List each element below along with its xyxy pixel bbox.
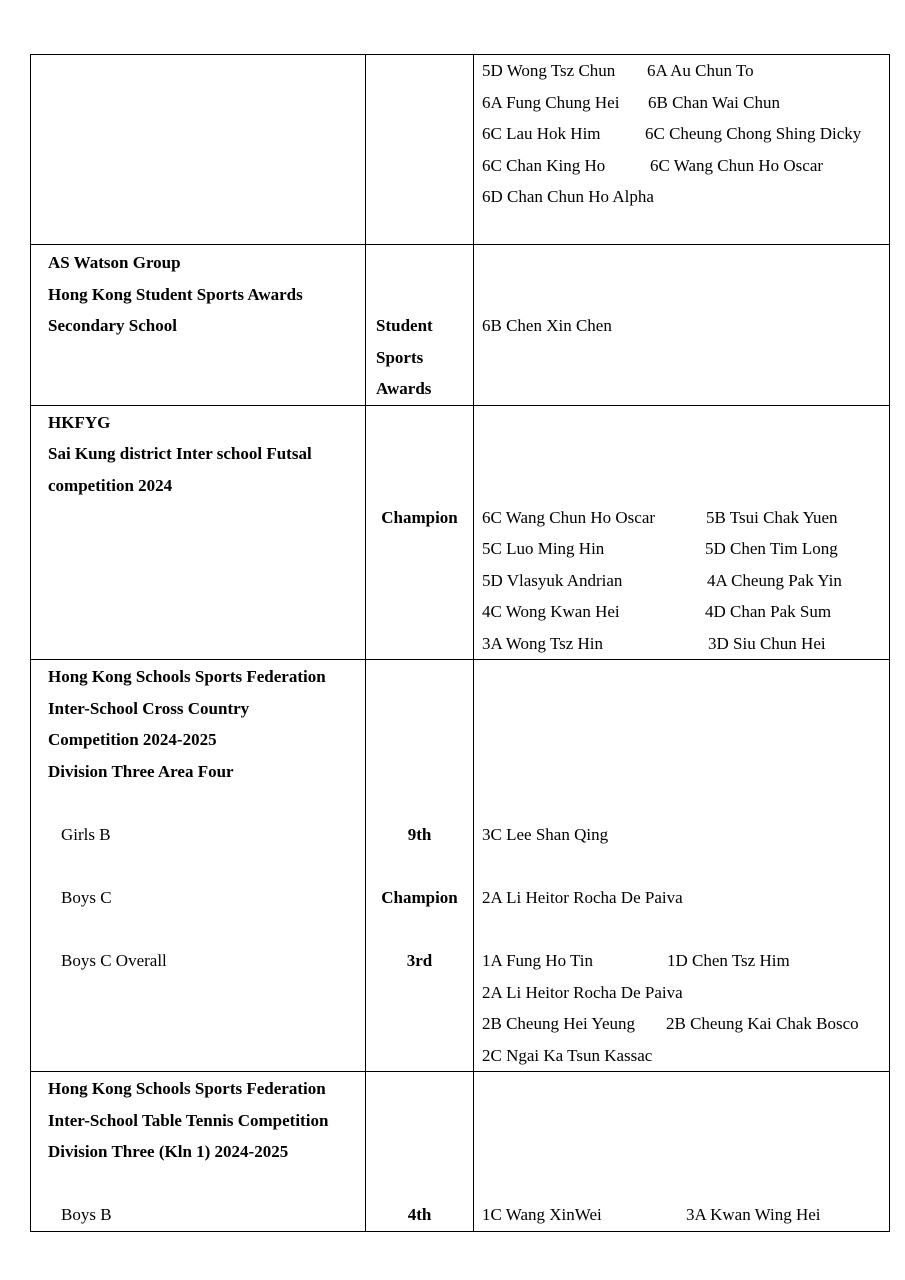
event-title-line: Secondary School — [48, 316, 177, 335]
table-row — [31, 55, 890, 245]
names-cell — [474, 660, 890, 1072]
name-line — [482, 181, 889, 213]
student-name: 6A Fung Chung Hei — [482, 92, 620, 112]
student-name: 6B Chan Wai Chun — [648, 92, 780, 112]
award-cell — [366, 1072, 474, 1232]
award-cell — [366, 55, 474, 245]
student-name: 6C Cheung Chong Shing Dicky — [645, 124, 862, 143]
award-label: 9th — [407, 825, 432, 844]
student-name: 5D Chen Tim Long — [705, 539, 838, 558]
award-cell — [366, 660, 474, 1072]
name-line — [482, 628, 889, 660]
category-label: Boys C Overall — [61, 950, 167, 970]
student-name: 4A Cheung Pak Yin — [707, 570, 842, 590]
event-title-line: Inter-School Cross Country — [48, 698, 250, 718]
names-cell — [474, 245, 890, 406]
name-line — [482, 945, 889, 977]
names-cell — [474, 55, 890, 245]
student-name: 6C Wang Chun Ho Oscar — [482, 507, 656, 527]
name-line — [482, 565, 889, 597]
student-name: 3C Lee Shan Qing — [482, 825, 609, 844]
event-title-line: competition 2024 — [48, 475, 173, 495]
student-name: 3A Wong Tsz Hin — [482, 633, 604, 653]
name-line — [482, 1199, 889, 1231]
event-cell — [31, 405, 366, 660]
name-line — [482, 502, 889, 534]
names-cell — [474, 405, 890, 660]
table-row — [31, 245, 890, 406]
award-label: Student — [376, 316, 433, 335]
event-title-line: HKFYG — [48, 412, 111, 432]
award-label: Awards — [376, 379, 432, 398]
event-title-line: AS Watson Group — [48, 253, 181, 272]
event-title-line: Division Three Area Four — [48, 761, 234, 781]
award-label: 4th — [407, 1205, 432, 1224]
award-label: 3rd — [406, 951, 433, 970]
event-title-line: Division Three (Kln 1) 2024-2025 — [48, 1142, 289, 1161]
student-name: 1D Chen Tsz Him — [667, 951, 790, 970]
event-title-line: Inter-School Table Tennis Competition — [48, 1110, 329, 1130]
category-label: Girls B — [61, 824, 111, 844]
event-title-line: Hong Kong Student Sports Awards — [48, 284, 303, 304]
student-name: 2A Li Heitor Rocha De Paiva — [482, 888, 683, 907]
award-label: Champion — [381, 507, 458, 527]
event-cell — [31, 1072, 366, 1232]
student-name: 5C Luo Ming Hin — [482, 539, 605, 558]
student-name: 3A Kwan Wing Hei — [686, 1205, 821, 1224]
student-name: 2B Cheung Hei Yeung — [482, 1014, 636, 1033]
table-row — [31, 405, 890, 660]
name-line — [482, 596, 889, 628]
awards-table — [30, 54, 890, 1232]
student-name: 6C Wang Chun Ho Oscar — [650, 155, 824, 175]
name-line — [482, 55, 889, 87]
category-label: Boys C — [61, 887, 112, 907]
name-line — [482, 533, 889, 565]
student-name: 6C Lau Hok Him — [482, 124, 601, 143]
award-cell — [366, 245, 474, 406]
name-line — [482, 150, 889, 182]
name-line — [482, 1008, 889, 1040]
table-row — [31, 1072, 890, 1232]
student-name: 6D Chan Chun Ho Alpha — [482, 187, 654, 206]
award-label: Champion — [381, 888, 458, 907]
name-line — [482, 87, 889, 119]
student-name: 2C Ngai Ka Tsun Kassac — [482, 1045, 653, 1065]
table-row — [31, 660, 890, 1072]
event-title-line: Hong Kong Schools Sports Federation — [48, 1079, 326, 1098]
student-name: 3D Siu Chun Hei — [708, 633, 826, 653]
award-cell — [366, 405, 474, 660]
student-name: 5B Tsui Chak Yuen — [706, 507, 838, 527]
student-name: 5D Wong Tsz Chun — [482, 61, 616, 80]
category-label: Boys B — [61, 1205, 112, 1224]
award-label: Sports — [376, 347, 424, 367]
student-name: 1A Fung Ho Tin — [482, 951, 594, 970]
student-name: 6B Chen Xin Chen — [482, 316, 612, 335]
event-title-line: Sai Kung district Inter school Futsal — [48, 444, 312, 463]
student-name: 4D Chan Pak Sum — [705, 602, 832, 621]
student-name: 6A Au Chun To — [647, 61, 754, 80]
student-name: 1C Wang XinWei — [482, 1205, 602, 1224]
event-title-line: Competition 2024-2025 — [48, 730, 217, 749]
event-cell — [31, 660, 366, 1072]
event-cell — [31, 245, 366, 406]
student-name: 6C Chan King Ho — [482, 155, 606, 175]
student-name: 5D Vlasyuk Andrian — [482, 570, 623, 590]
event-title-line: Hong Kong Schools Sports Federation — [48, 667, 326, 686]
student-name: 2B Cheung Kai Chak Bosco — [666, 1014, 859, 1033]
names-cell — [474, 1072, 890, 1232]
event-cell — [31, 55, 366, 245]
student-name: 2A Li Heitor Rocha De Paiva — [482, 982, 683, 1002]
name-line — [482, 118, 889, 150]
student-name: 4C Wong Kwan Hei — [482, 602, 620, 621]
